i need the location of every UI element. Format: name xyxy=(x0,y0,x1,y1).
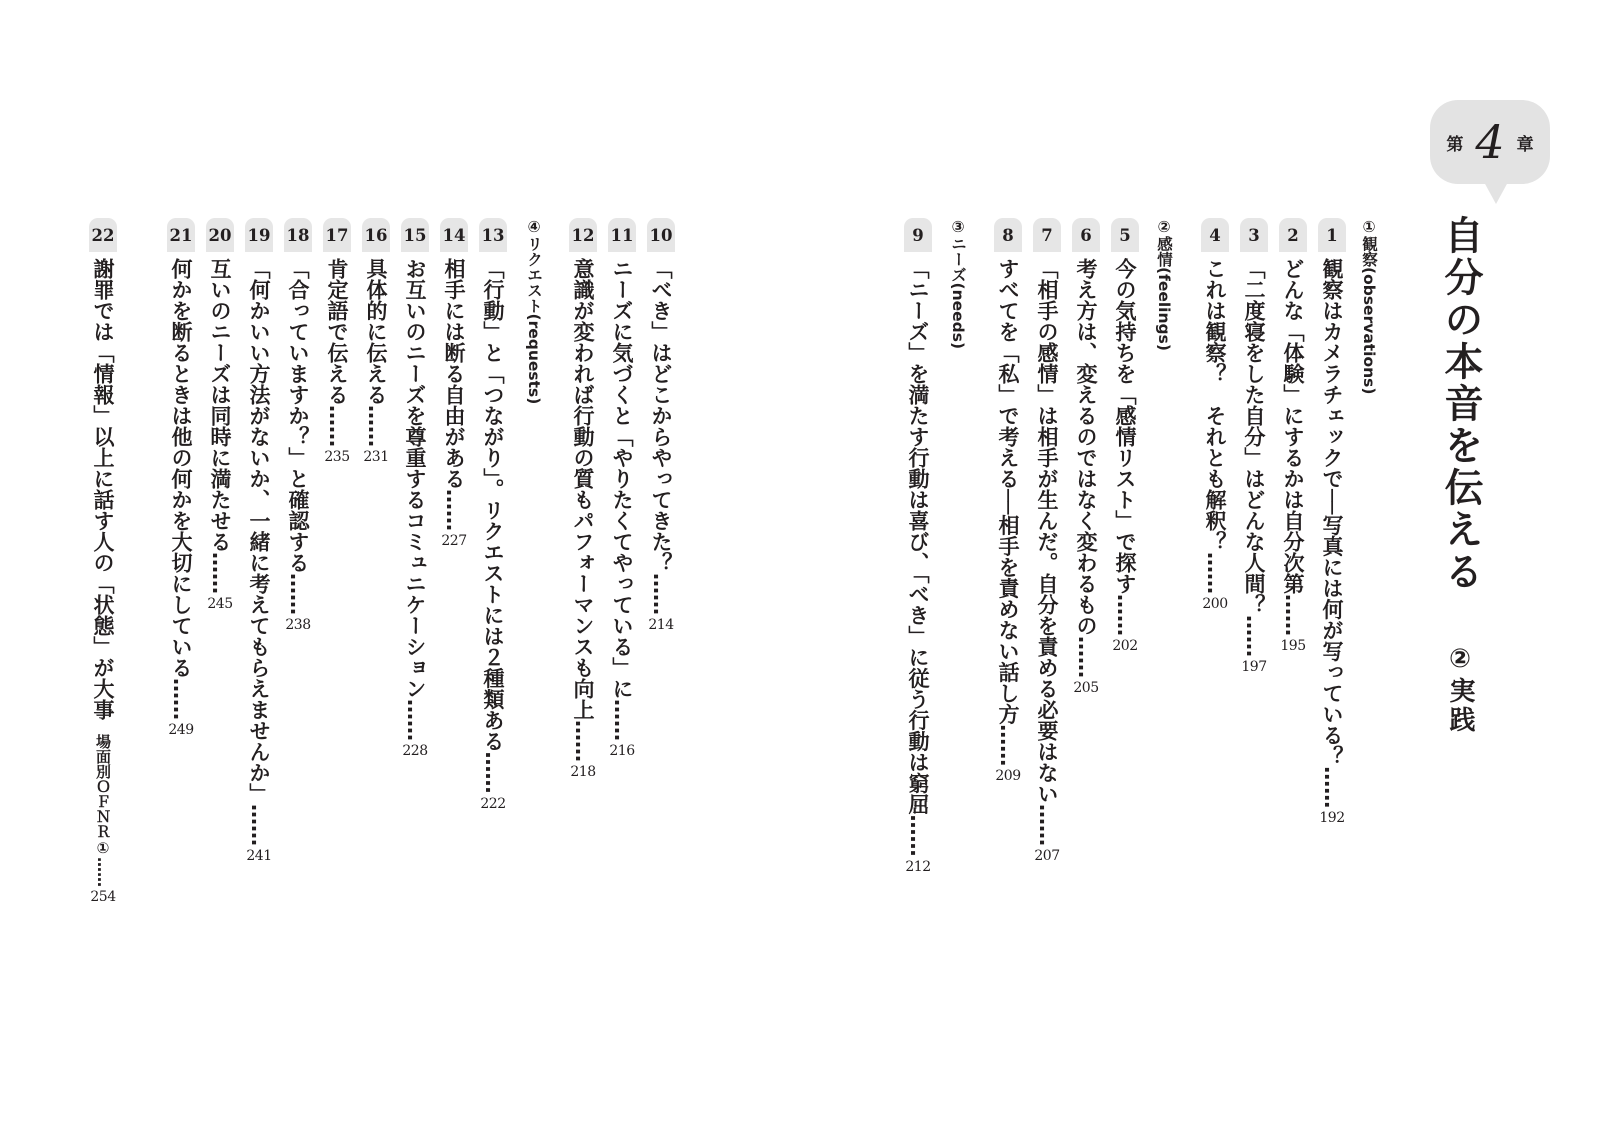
entry-number: 7 xyxy=(1033,218,1061,252)
toc-entry[interactable] xyxy=(400,218,430,759)
toc-entry[interactable] xyxy=(993,218,1023,784)
entry-page: 202 xyxy=(1112,638,1138,654)
entry-page: 212 xyxy=(905,858,931,875)
toc-entry[interactable] xyxy=(568,218,598,780)
entry-number: 9 xyxy=(904,218,932,252)
section-heading: ②感情(feelings) xyxy=(1155,218,1173,351)
entry-number: 22 xyxy=(89,218,117,252)
entry-page: 216 xyxy=(609,743,635,759)
entry-title: 肯定語で伝える…… xyxy=(325,258,349,447)
entry-page: 231 xyxy=(363,449,389,465)
entry-title: お互いのニーズを尊重するコミュニケーション…… xyxy=(403,258,427,741)
entry-title: 何かを断るときは他の何かを大切にしている…… xyxy=(169,258,193,720)
entry-number: 3 xyxy=(1240,218,1268,252)
entry-page: 218 xyxy=(570,764,596,780)
toc-entry[interactable] xyxy=(1110,218,1140,654)
entry-title: 観察はカメラチェックで──写真には何が写っている？…… xyxy=(1320,258,1344,809)
toc-entry[interactable] xyxy=(1032,218,1062,864)
entry-number: 14 xyxy=(440,218,468,252)
entry-page: 228 xyxy=(402,743,428,759)
entry-title: 考え方は、変えるのではなく変わるもの…… xyxy=(1074,258,1098,678)
toc-entry[interactable] xyxy=(283,218,313,633)
toc-entry[interactable] xyxy=(361,218,391,465)
entry-number: 2 xyxy=(1279,218,1307,252)
entry-page: 235 xyxy=(324,449,350,465)
entry-title: どんな「体験」にするかは自分次第…… xyxy=(1281,258,1305,636)
entry-page: 197 xyxy=(1241,659,1267,675)
toc-entry[interactable] xyxy=(439,218,469,549)
entry-page: 209 xyxy=(995,768,1021,785)
entry-number: 6 xyxy=(1072,218,1100,252)
toc-entry[interactable] xyxy=(1200,218,1230,612)
section-heading: ①観察(observations) xyxy=(1360,218,1378,395)
entry-title: 「相手の感情」は相手が生んだ。自分を責める必要はない…… xyxy=(1035,258,1059,846)
entry-title: 今の気持ちを「感情リスト」で探す…… xyxy=(1113,258,1137,636)
chapter-badge xyxy=(1430,100,1550,184)
entry-page: 241 xyxy=(246,848,272,864)
entry-title: 具体的に伝える…… xyxy=(364,258,388,447)
entry-page: 254 xyxy=(90,889,116,905)
chapter-subtitle: ②実践 xyxy=(1445,644,1475,736)
entry-title: ニーズに気づくと「やりたくてやっている」に…… xyxy=(610,258,634,741)
entry-title-main: 謝罪では「情報」以上に話す人の「状態」が大事 xyxy=(91,258,115,720)
entry-number: 5 xyxy=(1111,218,1139,252)
section-heading: ③ニーズ(needs) xyxy=(949,218,967,350)
entry-title: すべてを「私」で考える──相手を責めない話し方…… xyxy=(996,258,1020,767)
entry-title: 相手には断る自由がある…… xyxy=(442,258,466,531)
entry-number: 13 xyxy=(479,218,507,252)
entry-title: 「べき」はどこからやってきた？…… xyxy=(649,258,673,615)
toc-entry[interactable] xyxy=(646,218,676,633)
entry-number: 1 xyxy=(1318,218,1346,252)
entry-title: 「二度寝をした自分」はどんな人間？…… xyxy=(1242,258,1266,657)
toc-entry[interactable] xyxy=(1278,218,1308,654)
toc-entry[interactable] xyxy=(88,218,118,905)
entry-page: 222 xyxy=(480,795,506,812)
entry-page: 249 xyxy=(168,722,194,738)
section-heading: ④リクエスト(requests) xyxy=(525,218,543,405)
toc-entry[interactable] xyxy=(607,218,637,759)
entry-title xyxy=(88,258,118,887)
entry-title: 「何かいい方法がないか、一緒に考えてもらえませんか」…… xyxy=(247,258,271,846)
toc-entry[interactable] xyxy=(166,218,196,738)
entry-number: 20 xyxy=(206,218,234,252)
entry-number: 8 xyxy=(994,218,1022,252)
entry-number: 15 xyxy=(401,218,429,252)
entry-page: 245 xyxy=(207,596,233,612)
chapter-title-main: 自分の本音を伝える xyxy=(1438,215,1483,593)
toc-entry[interactable] xyxy=(1317,218,1347,826)
entry-title: これは観察？ それとも解釈？…… xyxy=(1203,258,1227,594)
entry-number: 10 xyxy=(647,218,675,252)
toc-entry[interactable] xyxy=(903,218,933,875)
entry-title: 「合っていますか？」と確認する…… xyxy=(286,258,310,615)
entry-page: 238 xyxy=(285,617,311,633)
entry-subtitle: 場面別ＯＦＮＲ①…… xyxy=(94,734,112,887)
entry-number: 4 xyxy=(1201,218,1229,252)
entry-page: 195 xyxy=(1280,638,1306,654)
entry-number: 11 xyxy=(608,218,636,252)
toc-entry[interactable] xyxy=(478,218,508,812)
entry-number: 17 xyxy=(323,218,351,252)
toc-entry[interactable] xyxy=(205,218,235,612)
toc-entry[interactable] xyxy=(1071,218,1101,696)
toc-entry[interactable] xyxy=(244,218,274,864)
entry-number: 18 xyxy=(284,218,312,252)
toc-entry[interactable] xyxy=(322,218,352,465)
entry-page: 207 xyxy=(1034,848,1060,864)
entry-page: 214 xyxy=(648,617,674,633)
chapter-number: 4 xyxy=(1475,115,1505,169)
entry-page: 200 xyxy=(1202,596,1228,612)
chapter-prefix: 第 xyxy=(1446,134,1464,155)
entry-number: 12 xyxy=(569,218,597,252)
entry-number: 19 xyxy=(245,218,273,252)
entry-title: 「行動」と「つながり」。リクエストには２種類ある…… xyxy=(481,258,505,794)
entry-title: 意識が変われば行動の質もパフォーマンスも向上…… xyxy=(571,258,595,762)
toc-entry[interactable] xyxy=(1239,218,1269,675)
entry-page: 192 xyxy=(1319,810,1345,827)
entry-page: 205 xyxy=(1073,680,1099,696)
chapter-suffix: 章 xyxy=(1516,134,1534,155)
entry-page: 227 xyxy=(441,533,467,549)
entry-number: 21 xyxy=(167,218,195,252)
entry-number: 16 xyxy=(362,218,390,252)
chapter-title xyxy=(1432,215,1488,735)
entry-title: 「ニーズ」を満たす行動は喜び、「べき」に従う行動は窮屈…… xyxy=(906,258,930,857)
entry-title: 互いのニーズは同時に満たせる…… xyxy=(208,258,232,594)
